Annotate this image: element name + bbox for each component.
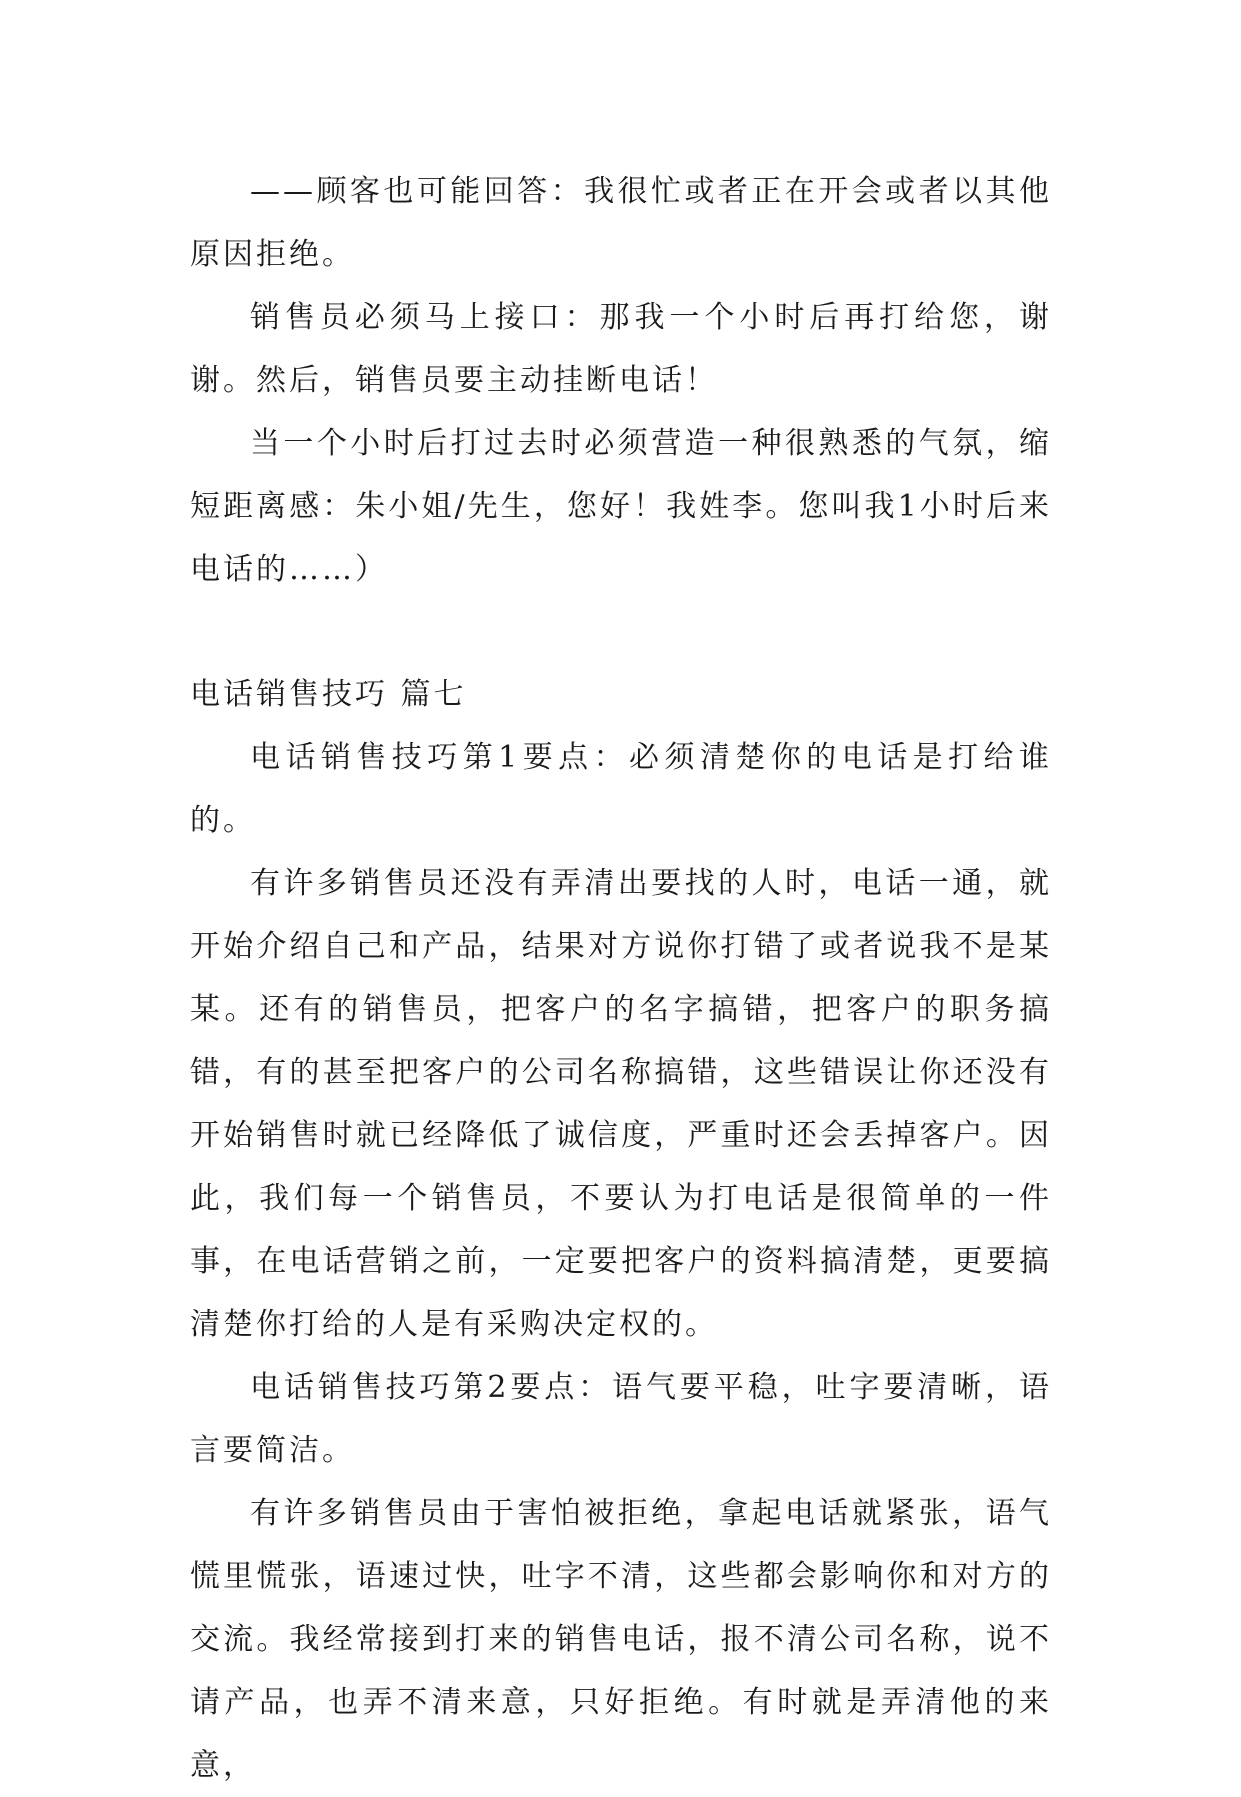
- paragraph-familiar-atmosphere: 当一个小时后打过去时必须营造一种很熟悉的气氛，缩短距离感：朱小姐/先生，您好！我姓李。您叫我1小时后来电话的……）: [190, 426, 1052, 587]
- document-page: [190, 160, 1052, 1797]
- paragraph-callback: 销售员必须马上接口：那我一个小时后再打给您，谢谢。然后，销售员要主动挂断电话！: [190, 300, 1052, 398]
- section-heading: 电话销售技巧 篇七: [190, 677, 467, 712]
- paragraph-refusal: ——顾客也可能回答：我很忙或者正在开会或者以其他原因拒绝。: [190, 174, 1052, 272]
- section-spacer: [190, 601, 1052, 663]
- paragraph-point-2: 电话销售技巧第2要点：语气要平稳，吐字要清晰，语言要简洁。: [190, 1370, 1052, 1468]
- paragraph-point-2-detail: 有许多销售员由于害怕被拒绝，拿起电话就紧张，语气慌里慌张，语速过快，吐字不清，这些都会影响你和对方的交流。我经常接到打来的销售电话，报不清公司名称，说不请产品，也弄不清来意，只好拒绝。有时就是弄清他的来意，: [190, 1496, 1052, 1783]
- paragraph-point-1: 电话销售技巧第1要点：必须清楚你的电话是打给谁的。: [190, 740, 1052, 838]
- paragraph-point-1-detail: 有许多销售员还没有弄清出要找的人时，电话一通，就开始介绍自己和产品，结果对方说你打错了或者说我不是某某。还有的销售员，把客户的名字搞错，把客户的职务搞错，有的甚至把客户的公司名称搞错，这些错误让你还没有开始销售时就已经降低了诚信度，严重时还会丢掉客户。因此，我们每一个销售员，不要认为打电话是很简单的一件事，在电话营销之前，一定要把客户的资料搞清楚，更要搞清楚你打给的人是有采购决定权的。: [190, 866, 1052, 1342]
